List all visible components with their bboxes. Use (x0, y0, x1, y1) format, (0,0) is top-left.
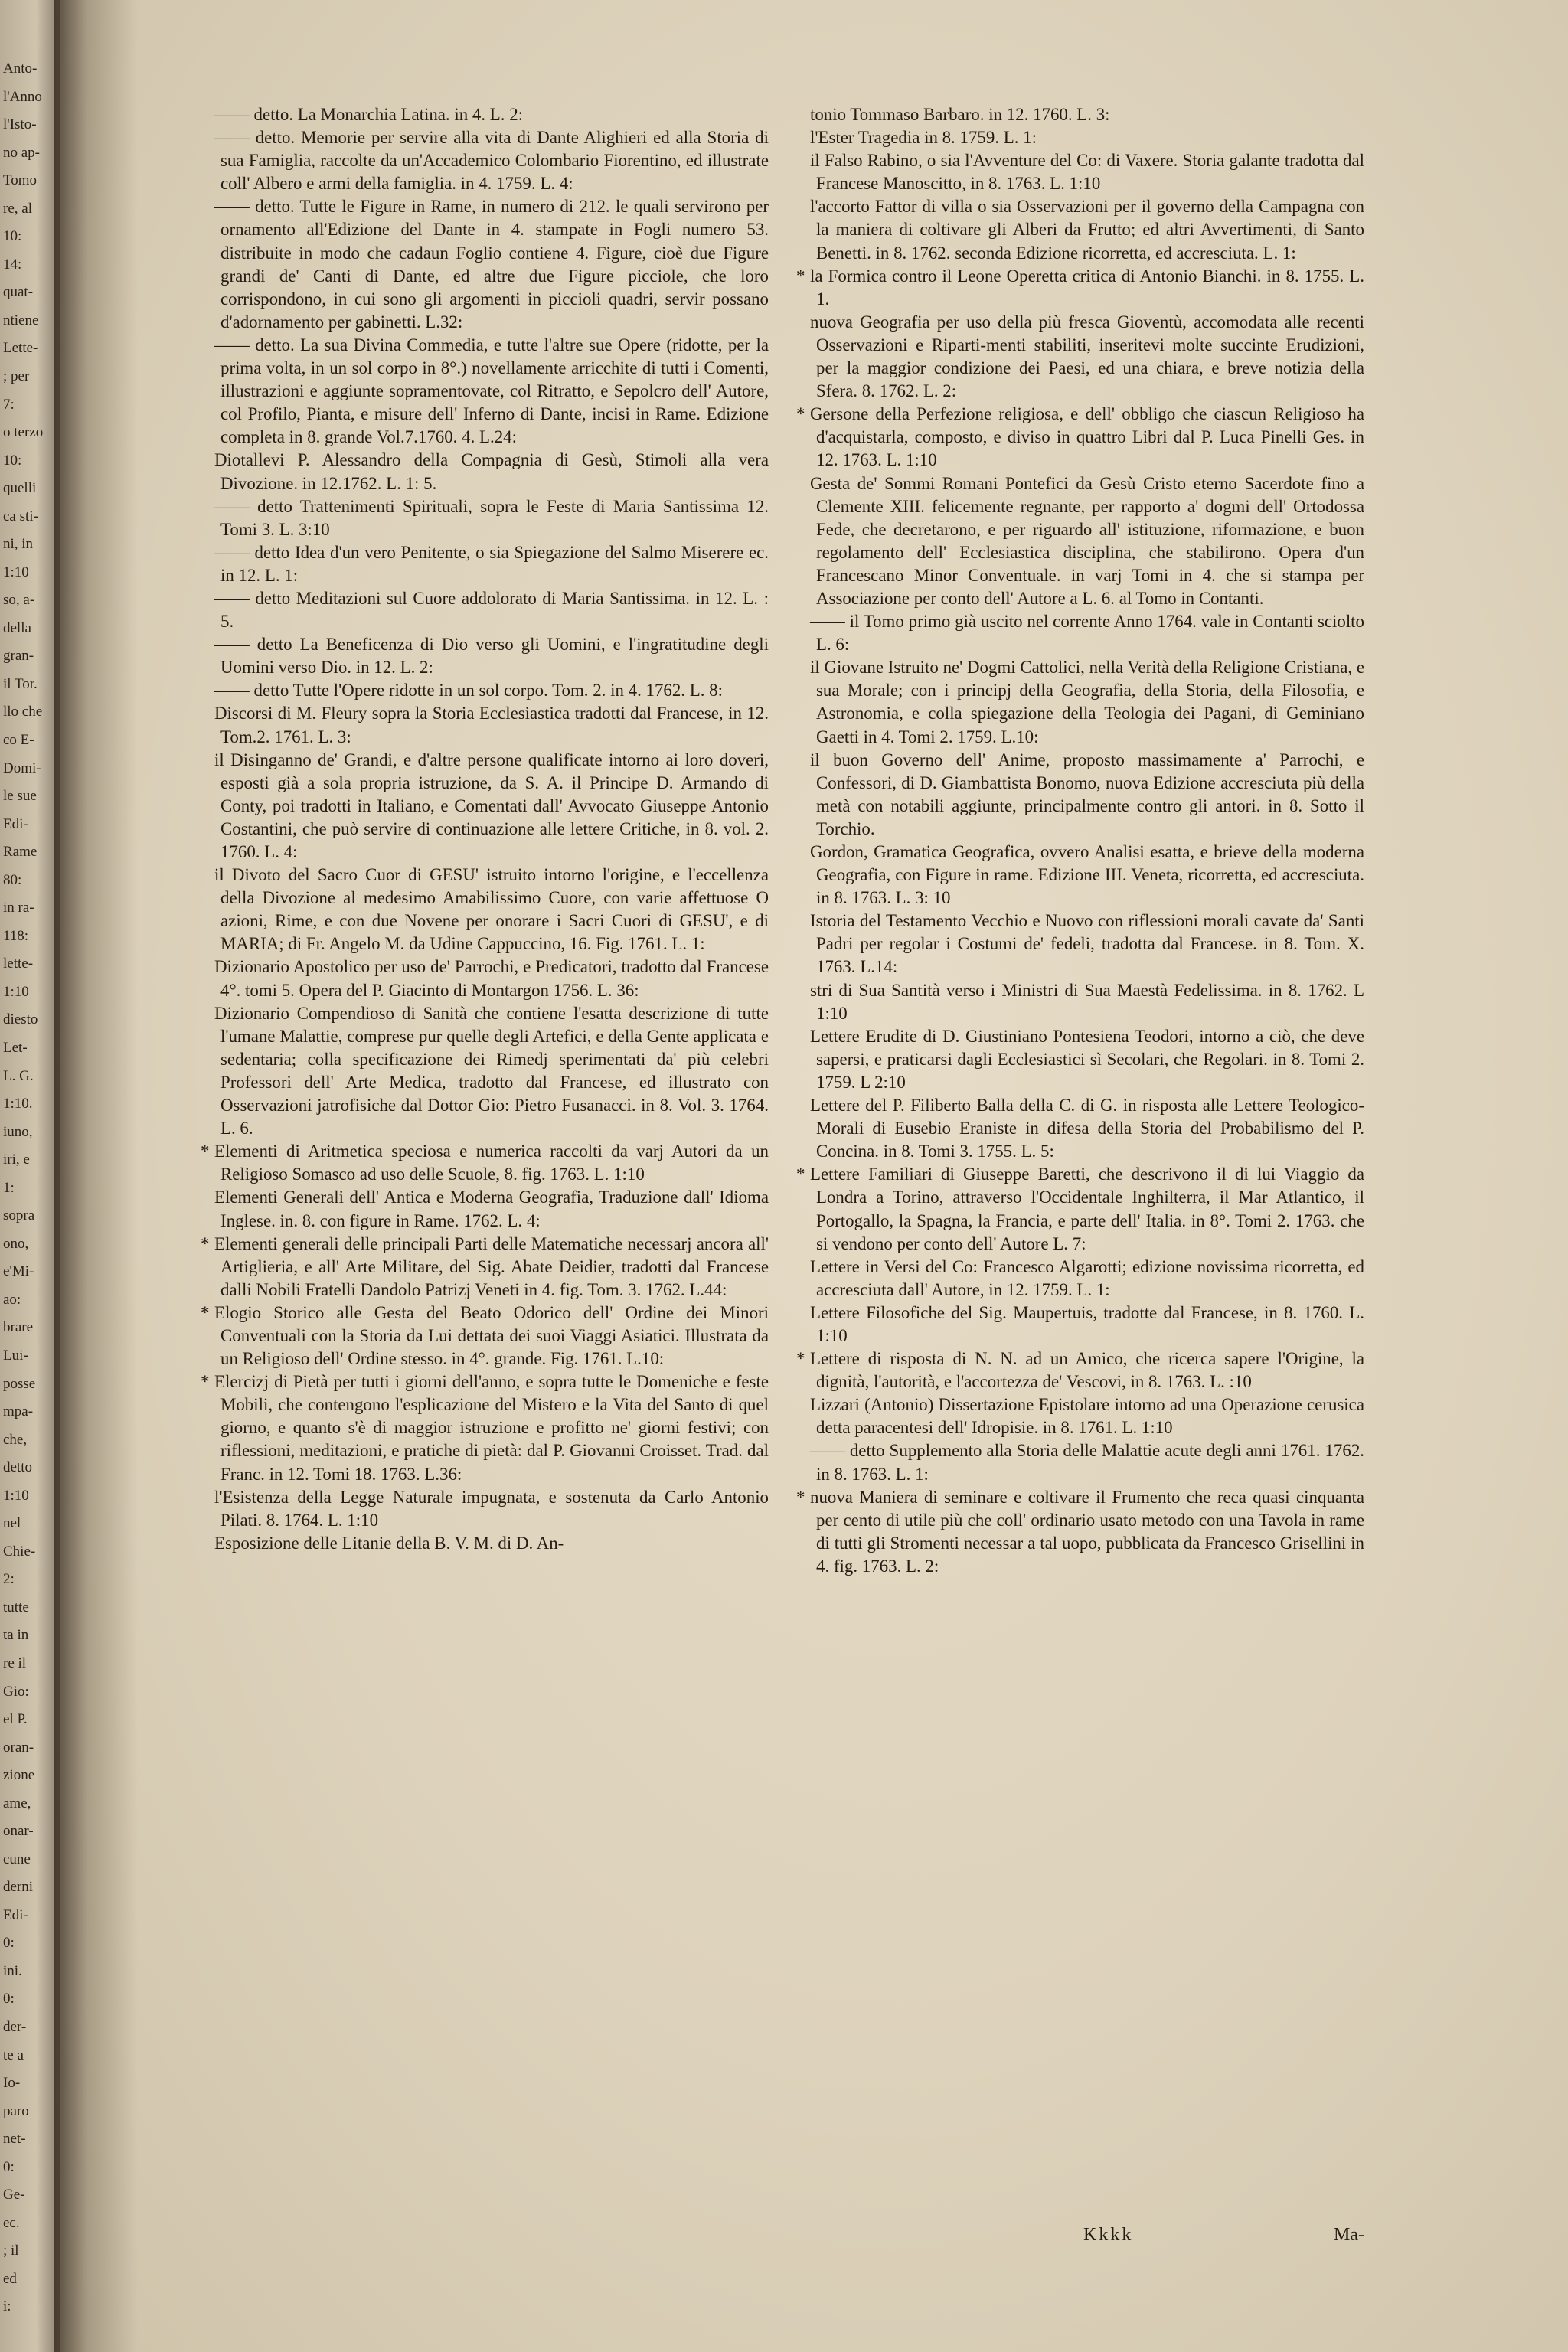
margin-fragment: no ap- (3, 144, 41, 161)
catalog-entry (796, 979, 1364, 1025)
catalog-entry (201, 1140, 769, 1186)
margin-fragment: il Tor. (3, 675, 38, 692)
catalog-entry (796, 1094, 1364, 1163)
catalog-entry (201, 449, 769, 495)
entry-text: il Falso Rabino, o sia l'Avventure del Co: di Vaxere. Storia galante tradotta dal Francese Manoscitto, in 8. 1763. L. 1:10 (810, 151, 1364, 194)
entry-text: stri di Sua Santità verso i Ministri di Sua Maestà Fedelissima. in 8. 1762. L 1:10 (810, 980, 1364, 1023)
margin-fragment: i: (3, 2298, 11, 2315)
catalog-entry (201, 633, 769, 679)
entry-text: Diotallevi P. Alessandro della Compagnia di Gesù, Stimoli alla vera Divozione. in 12.1762. L. 1: 5. (214, 450, 769, 493)
catchword: Ma- (1334, 2225, 1364, 2245)
entry-text: —— detto. Tutte le Figure in Rame, in numero di 212. le quali servirono per ornamento all'Edizione del Dante in 4. stampate in Fogli numero 53. distribuite in modo che cadaun Foglio contiene 4. Figure, cioè due Figure grandi de' Canti di Dante, ed altre due Figure picciole, che loro corrispondono, in cui sono gli argomenti in piccioli quadri, servir possano d'adornamento per gabinetti. L.32: (214, 197, 769, 332)
catalog-entry (796, 265, 1364, 311)
margin-fragment: el P. (3, 1711, 28, 1728)
asterisk-mark: * (796, 1165, 805, 1184)
entry-text: —— detto. La Monarchia Latina. in 4. L. 2: (214, 105, 524, 124)
margin-fragment: ca sti- (3, 508, 38, 524)
gutter-shadow (54, 0, 138, 2352)
margin-fragment: Gio: (3, 1683, 29, 1700)
margin-fragment: in ra- (3, 900, 34, 916)
entry-text: l'accorto Fattor di villa o sia Osservazioni per il governo della Campagna con la maniera di coltivare gli Alberi da Frutto; ed altri Avvertimenti, di Santo Benetti. in 8. 1762. seconda Edizione ricorretta, ed accresciuta. L. 1: (810, 197, 1364, 263)
margin-fragment: Edi- (3, 1906, 28, 1923)
entry-text: —— detto Idea d'un vero Penitente, o sia Spiegazione del Salmo Miserere ec. in 12. L. 1: (214, 542, 769, 585)
margin-fragment: 7: (3, 396, 15, 413)
margin-fragment: cune (3, 1851, 31, 1867)
margin-fragment: mpa- (3, 1403, 34, 1420)
entry-text: —— detto. La sua Divina Commedia, e tutte l'altre sue Opere (ridotte, per la prima volta, in un sol corpo in 8°.) novellamente arricchite di tutti i Comenti, illustrazioni e aggiunte sopramentovate, col Ritratto, e Sepolcro dell' Autore, col Profilo, Pianta, e misure dell' Inferno di Dante, incisi in Rame. Edizione completa in 8. grande Vol.7.1760. 4. L.24: (214, 335, 769, 447)
margin-fragment: 1:10 (3, 983, 29, 1000)
entry-text: l'Esistenza della Legge Naturale impugnata, e sostenuta da Carlo Antonio Pilati. 8. 1764. L. 1:10 (214, 1487, 769, 1530)
catalog-entry (796, 403, 1364, 472)
margin-fragment: l'Isto- (3, 116, 37, 133)
margin-fragment: le sue (3, 788, 37, 805)
entry-text: Dizionario Apostolico per uso de' Parrochi, e Predicatori, tradotto dal Francese 4°. tomi 5. Opera del P. Giacinto di Montargon 1756. L. 36: (214, 957, 769, 1000)
margin-fragment: co E- (3, 732, 34, 749)
entry-text: il Divoto del Sacro Cuor di GESU' istruito intorno l'origine, e l'eccellenza della Divozione al medesimo Amabilissimo Cuore, con varie affettuose O azioni, Rime, e con due Novene per onorare i Sacri Cuori di GESU', e di MARIA; di Fr. Angelo M. da Udine Cappuccino, 16. Fig. 1761. L. 1: (214, 865, 769, 954)
margin-fragment: 0: (3, 1935, 15, 1952)
catalog-entry (796, 1348, 1364, 1393)
catalog-entry (201, 1002, 769, 1141)
catalog-entry (796, 1256, 1364, 1302)
entry-text: Elogio Storico alle Gesta del Beato Odorico dell' Ordine dei Minori Conventuali con la Storia da Lui dettata dei suoi Viaggi Asiatici. Illustrata da un Religioso dell' Ordine stesso. in 4°. grande. Fig. 1761. L.10: (214, 1302, 769, 1369)
entry-text: —— detto Trattenimenti Spirituali, sopra le Feste di Maria Santissima 12. Tomi 3. L. 3:10 (214, 496, 769, 539)
margin-fragment: Io- (3, 2075, 21, 2092)
margin-fragment: Let- (3, 1040, 28, 1056)
margin-fragment: 0: (3, 1991, 15, 2007)
margin-fragment: iuno, (3, 1123, 33, 1140)
margin-fragment: quelli (3, 480, 37, 497)
catalog-entry (201, 1186, 769, 1232)
margin-fragment: so, a- (3, 592, 35, 609)
entry-text: Lettere del P. Filiberto Balla della C. di G. in risposta alle Lettere Teologico-Morali di Eusebio Eraniste in difesa della Storia del Probabilismo del P. Concina. in 8. Tomi 3. 1755. L. 5: (810, 1096, 1364, 1161)
asterisk-mark: * (796, 404, 805, 424)
margin-fragment: o terzo (3, 424, 44, 441)
margin-fragment: che, (3, 1431, 28, 1448)
catalog-entry (201, 1370, 769, 1485)
catalog-entry (796, 1486, 1364, 1578)
catalog-entry (201, 495, 769, 541)
catalog-entry (796, 149, 1364, 195)
catalog-entry (201, 702, 769, 748)
entry-text: Lettere Erudite di D. Giustiniano Pontesiena Teodori, intorno a ciò, che deve sapersi, e praticarsi dagli Ecclesiastici sì Secolari, che Regolari. in 8. Tomi 2. 1759. L 2:10 (810, 1026, 1364, 1092)
entry-text: —— detto Meditazioni sul Cuore addolorato di Maria Santissima. in 12. L. : 5. (214, 588, 769, 632)
entry-text: Elementi Generali dell' Antica e Moderna Geografia, Traduzione dall' Idioma Inglese. in. 8. con figure in Rame. 1762. L. 4: (214, 1187, 769, 1230)
entry-text: Elementi generali delle principali Parti delle Matematiche necessarj ancora all' Artiglieria, e all' Arte Militare, del Sig. Abate Deidier, tradotti dal Francese dalli Nobili Fratelli Dandolo Patrizj Veneti in 4. fig. Tom. 3. 1762. L.44: (214, 1233, 769, 1299)
entry-text: Lizzari (Antonio) Dissertazione Epistolare intorno ad una Operazione cerusica detta paracentesi dell' Idropisie. in 8. 1761. L. 1:10 (810, 1395, 1364, 1438)
catalog-entry (201, 103, 769, 126)
catalog-entry (796, 311, 1364, 403)
margin-fragment: posse (3, 1375, 36, 1392)
margin-fragment: l'Anno (3, 88, 42, 105)
entry-text: la Formica contro il Leone Operetta critica di Antonio Bianchi. in 8. 1755. L. 1. (810, 266, 1364, 309)
entry-text: il Disinganno de' Grandi, e d'altre persone qualificate intorno ai loro doveri, esposti già a sola propria istruzione, da S. A. il Principe D. Armando di Conty, poi tradotti in Italiano, e Comentati dall' Avvocato Giuseppe Antonio Costantini, che può servire di continuazione alle lettere Critiche, in 8. vol. 2. 1760. L. 4: (214, 750, 769, 861)
entry-text: Elementi di Aritmetica speciosa e numerica raccolti da varj Autori da un Religioso Somasco ad uso delle Scuole, 8. fig. 1763. L. 1:10 (214, 1142, 769, 1184)
entry-text: Gersone della Perfezione religiosa, e dell' obbligo che ciascun Religioso ha d'acquistarla, composto, e diviso in quattro Libri dal P. Luca Pinelli Ges. in 12. 1763. L. 1:10 (810, 404, 1364, 470)
catalog-entry (201, 1233, 769, 1302)
margin-fragment: Domi- (3, 760, 41, 776)
catalog-entry (796, 656, 1364, 748)
entry-text: nuova Geografia per uso della più fresca Gioventù, accomodata alle recenti Osservazioni e Riparti-menti stabiliti, inseritevi molte succinte Erudizioni, per la maggior condizione dei Paesi, ed una chiara, e breve notizia della Sfera. 8. 1762. L. 2: (810, 312, 1364, 401)
entry-text: Esposizione delle Litanie della B. V. M. di D. An- (214, 1533, 564, 1553)
margin-fragment: onar- (3, 1823, 34, 1840)
margin-fragment: ono, (3, 1235, 29, 1252)
catalog-entry (201, 679, 769, 702)
margin-fragment: 80: (3, 871, 22, 888)
margin-fragment: ed (3, 2270, 17, 2287)
catalog-entry (796, 126, 1364, 149)
entry-text: Lettere in Versi del Co: Francesco Algarotti; edizione novissima ricorretta, ed accresciuta dall' Autore, in 12. 1759. L. 1: (810, 1256, 1364, 1299)
asterisk-mark: * (796, 1349, 805, 1369)
margin-fragment: re il (3, 1655, 27, 1671)
asterisk-mark: * (796, 1487, 805, 1507)
catalog-entry (201, 864, 769, 956)
margin-fragment: e'Mi- (3, 1263, 34, 1280)
margin-fragment: Chie- (3, 1543, 36, 1560)
entry-text: Dizionario Compendioso di Sanità che contiene l'esatta descrizione di tutte l'umane Malattie, comprese pur quelle degli Artefici, e della Gente applicata e sedentaria; colla specificazione dei Rimedj sperimentati da' più celebri Professori dell' Arte Medica, tradotto dal Francese, ed illustrato con Osservazioni jatrofisiche dal Dottor Gio: Pietro Fusanacci. in 8. Vol. 3. 1764. L. 6. (214, 1003, 769, 1138)
catalog-entry (201, 334, 769, 449)
margin-fragment: Anto- (3, 60, 38, 77)
margin-fragment: re, al (3, 200, 32, 217)
catalog-entry (201, 587, 769, 633)
entry-text: Elercizj di Pietà per tutti i giorni dell'anno, e sopra tutte le Domeniche e feste Mobili, che contengono l'esplicazione del Mistero e la Vita del Santo di quel giorno, e quanto s'è di maggior istruzione e profitto ne' giorni festivi; con riflessioni, meditazioni, e pratiche di pietà: dal P. Giovanni Croisset. Trad. dal Franc. in 12. Tomi 18. 1763. L.36: (214, 1372, 769, 1484)
catalog-entry (796, 1393, 1364, 1439)
margin-fragment: Rame (3, 844, 38, 861)
entry-text: —— detto Supplemento alla Storia delle Malattie acute degli anni 1761. 1762. in 8. 1763. L. 1: (810, 1441, 1364, 1484)
catalog-entry (796, 841, 1364, 910)
margin-fragment: ame, (3, 1795, 31, 1811)
margin-fragment: ni, in (3, 536, 34, 553)
margin-fragment: derni (3, 1879, 34, 1896)
margin-fragment: 1:10. (3, 1096, 33, 1112)
catalog-entry (796, 1163, 1364, 1255)
margin-fragment: der- (3, 2019, 27, 2036)
margin-fragment: ta in (3, 1627, 29, 1644)
margin-fragment: llo che (3, 704, 43, 720)
margin-fragment: net- (3, 2131, 26, 2148)
margin-fragment: 1:10 (3, 1487, 29, 1504)
margin-fragment: ntiene (3, 312, 39, 328)
entry-text: il Giovane Istruito ne' Dogmi Cattolici, nella Verità della Religione Cristiana, e sua Morale; con i principj della Geografia, della Storia, della Filosofia, e Astronomia, e colla spiegazione della Teologia dei Pagani, di Geminiano Gaetti in 4. Tomi 2. 1759. L.10: (810, 658, 1364, 746)
margin-fragment: ; il (3, 2243, 19, 2259)
margin-fragment: 14: (3, 256, 22, 273)
left-column (201, 103, 769, 1555)
margin-fragment: sopra (3, 1207, 35, 1224)
asterisk-mark: * (796, 266, 805, 286)
margin-fragment: 2: (3, 1571, 15, 1588)
catalog-entry (201, 1302, 769, 1370)
margin-fragment: della (3, 619, 31, 636)
margin-fragment: 0: (3, 2158, 15, 2175)
margin-fragment: brare (3, 1319, 34, 1336)
margin-fragment: Ge- (3, 2187, 25, 2203)
margin-fragment: nel (3, 1515, 21, 1532)
catalog-entry (201, 956, 769, 1001)
margin-fragment: L. G. (3, 1067, 34, 1084)
margin-fragment: ao: (3, 1291, 21, 1308)
catalog-entry (201, 1486, 769, 1532)
catalog-entry (201, 126, 769, 195)
margin-fragment: gran- (3, 648, 34, 665)
margin-fragment: 10: (3, 452, 22, 469)
margin-fragment: lette- (3, 956, 34, 972)
catalog-entry (201, 749, 769, 864)
margin-fragment: detto (3, 1459, 32, 1476)
entry-text: —— detto. Memorie per servire alla vita di Dante Alighieri ed alla Storia di sua Famiglia, raccolte da un'Accademico Colombario Fiorentino, ed illustrate coll' Albero e armi della famiglia. in 4. 1759. L. 4: (214, 128, 769, 194)
margin-fragment: Tomo (3, 172, 38, 189)
margin-fragment: te a (3, 2047, 24, 2063)
margin-fragment: quat- (3, 284, 34, 301)
entry-text: nuova Maniera di seminare e coltivare il Frumento che reca quasi cinquanta per cento di utile più che coll' ordinario usato metodo con una Tavola in rame di tutti gli Stromenti necessar a tal uopo, pubblicata da Francesco Grisellini in 4. fig. 1763. L. 2: (810, 1487, 1364, 1576)
margin-fragment: tutte (3, 1599, 29, 1615)
margin-fragment: 1:10 (3, 564, 29, 580)
asterisk-mark: * (201, 1372, 210, 1392)
entry-text: Gordon, Gramatica Geografica, ovvero Analisi esatta, e brieve della moderna Geografia, con Figure in rame. Edizione III. Veneta, ricorretta, ed accresciuta. in 8. 1763. L. 3: 10 (810, 842, 1364, 908)
margin-fragment: ini. (3, 1962, 22, 1979)
entry-text: Lettere Filosofiche del Sig. Maupertuis, tradotte dal Francese, in 8. 1760. L. 1:10 (810, 1302, 1364, 1345)
catalog-entry (201, 541, 769, 587)
entry-text: tonio Tommaso Barbaro. in 12. 1760. L. 3: (810, 105, 1110, 124)
catalog-entry (201, 1532, 769, 1555)
margin-fragment: oran- (3, 1739, 34, 1756)
entry-text: Discorsi di M. Fleury sopra la Storia Ecclesiastica tradotti dal Francese, in 12. Tom.2. 1761. L. 3: (214, 704, 769, 746)
entry-text: —— detto La Beneficenza di Dio verso gli Uomini, e l'ingratitudine degli Uomini verso Dio. in 12. L. 2: (214, 635, 769, 678)
margin-fragment: 118: (3, 927, 29, 944)
catalog-entry (796, 195, 1364, 264)
entry-text: il buon Governo dell' Anime, proposto massimamente a' Parrochi, e Confessori, di D. Giambattista Bonomo, nuova Edizione accresciuta più della metà con notabili aggiunte, principalmente contro gli antori. in 8. Sotto il Torchio. (810, 750, 1364, 838)
signature-mark: Kkkk (1083, 2225, 1134, 2245)
catalog-entry (796, 910, 1364, 978)
asterisk-mark: * (201, 1142, 210, 1161)
right-column (796, 103, 1364, 1578)
entry-text: —— detto Tutte l'Opere ridotte in un sol corpo. Tom. 2. in 4. 1762. L. 8: (214, 681, 723, 701)
margin-fragment: 10: (3, 228, 22, 245)
catalog-entry (201, 195, 769, 334)
margin-fragment: ec. (3, 2214, 20, 2231)
entry-text: —— il Tomo primo già uscito nel corrente Anno 1764. vale in Contanti sciolto L. 6: (810, 612, 1364, 655)
margin-fragment: Lette- (3, 340, 38, 357)
entry-text: Istoria del Testamento Vecchio e Nuovo con riflessioni morali cavate da' Santi Padri per regolar i Costumi de' fedeli, tradotta dal Francese. in 8. Tom. X. 1763. L.14: (810, 911, 1364, 977)
margin-fragment: zione (3, 1767, 35, 1784)
margin-fragment: ; per (3, 368, 30, 384)
entry-text: Lettere Familiari di Giuseppe Baretti, che descrivono il di lui Viaggio da Londra a Torino, attraverso l'Occidentale Inghilterra, il Mar Atlantico, il Portogallo, la Spagna, la Francia, e parte dell' Italia. in 8°. Tomi 2. 1763. che si vendono per conto dell' Autore L. 7: (810, 1165, 1364, 1253)
entry-text: Gesta de' Sommi Romani Pontefici da Gesù Cristo eterno Sacerdote fino a Clemente XIII. felicemente regnante, per rapporto a' dogmi dell' Ortodossa Fede, che decretarono, e per riguardo all' istituzione, riformazione, e buon regolamento dell' Ecclesiastica disciplina, che stabilirono. Opera d'un Francescano Minor Conventuale. in varj Tomi in 4. che si stampa per Associazione per conto dell' Autore a L. 6. al Tomo in Contanti. (810, 473, 1364, 608)
catalog-entry (796, 610, 1364, 656)
margin-fragment: 1: (3, 1179, 15, 1196)
margin-fragment: diesto (3, 1011, 38, 1028)
page-footer (796, 2225, 1364, 2249)
margin-fragment: Lui- (3, 1347, 28, 1364)
entry-text: l'Ester Tragedia in 8. 1759. L. 1: (810, 128, 1037, 148)
margin-fragment: iri, e (3, 1152, 30, 1168)
catalog-entry (796, 1302, 1364, 1348)
entry-text: Lettere di risposta di N. N. ad un Amico, che ricerca sapere l'Origine, la dignità, l'autorità, e l'accortezza de' Vescovi, in 8. 1763. L. :10 (810, 1349, 1364, 1392)
catalog-entry (796, 1439, 1364, 1485)
margin-fragment: paro (3, 2102, 29, 2119)
catalog-entry (796, 472, 1364, 611)
asterisk-mark: * (201, 1233, 210, 1253)
catalog-entry (796, 103, 1364, 126)
catalog-entry (796, 1025, 1364, 1094)
margin-fragment: Edi- (3, 815, 28, 832)
asterisk-mark: * (201, 1302, 210, 1322)
catalog-entry (796, 749, 1364, 841)
